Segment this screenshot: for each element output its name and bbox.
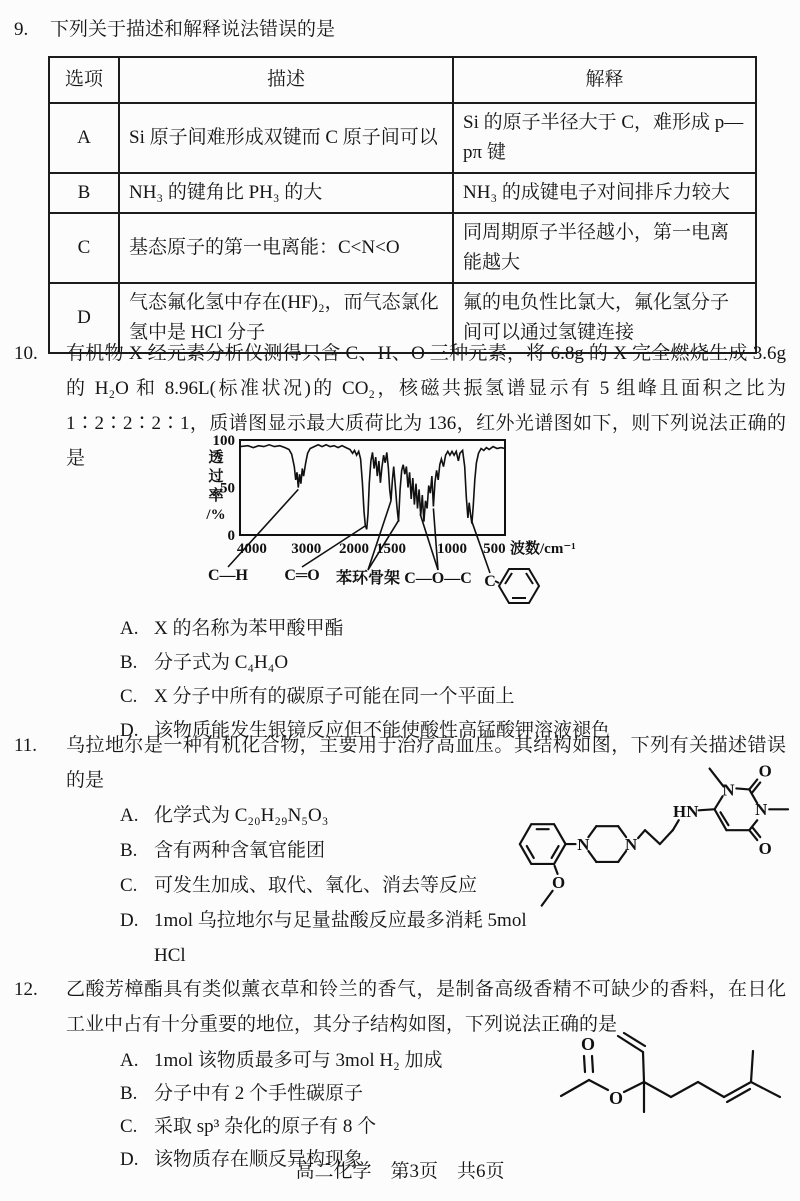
cell-explain: 氟的电负性比氯大，氟化氢分子间可以通过氢键连接: [453, 283, 756, 353]
atom-label-N: N: [624, 835, 638, 855]
chart-text: C═O: [284, 567, 320, 584]
chart-text: 100: [212, 433, 235, 449]
option-text: 1mol 该物质最多可与 3mol H₂ 加成: [154, 1050, 443, 1071]
ir-spectrum-chart: [198, 432, 618, 612]
table-row: [49, 213, 756, 283]
chart-text: C: [484, 573, 496, 590]
question-number: 12.: [14, 979, 38, 1000]
question-number: 10.: [14, 343, 38, 364]
chart-text: 2000: [338, 541, 369, 557]
option-text: 分子式为 C₄H₄O: [154, 652, 289, 673]
chart-text: 波数/cm⁻¹: [510, 541, 576, 557]
cell-desc: 气态氟化氢中存在(HF)₂，而气态氯化氢中是 HCl 分子: [119, 283, 453, 353]
option-text: 分子中有 2 个手性碳原子: [154, 1083, 364, 1104]
option-text: 化学式为 C₂₀H₂₉N₅O₃: [154, 805, 329, 826]
cell-desc: 基态原子的第一电离能：C<N<O: [119, 213, 453, 283]
option-text: X 的名称为苯甲酸甲酯: [154, 618, 344, 639]
question-10: [0, 336, 800, 748]
chart-text: /%: [206, 507, 226, 523]
urapidil-structure: [496, 754, 794, 954]
chart-text: 3000: [291, 541, 322, 557]
cell-desc: NH₃ 的键角比 PH₃ 的大: [119, 173, 453, 213]
page-footer: 高二化学 第3页 共6页: [295, 1161, 505, 1182]
option-key: A.: [120, 1050, 139, 1071]
chart-text: 1000: [437, 541, 467, 557]
option-text: X 分子中所有的碳原子可能在同一个平面上: [154, 686, 515, 707]
option-key: D.: [120, 910, 139, 931]
linalyl-acetate-structure: [538, 1024, 788, 1152]
question-11: [0, 728, 800, 973]
chart-text: 50: [220, 480, 235, 497]
q9-table: [48, 56, 757, 354]
col-header-desc: 描述: [119, 57, 453, 103]
atom-label-N: N: [722, 780, 735, 800]
chart-text: 500: [483, 541, 506, 557]
question-12: [0, 972, 800, 1176]
table-row: [49, 173, 756, 213]
option-text: 采取 sp³ 杂化的原子有 8 个: [154, 1116, 377, 1137]
atom-label-N: N: [577, 835, 590, 855]
question-stem: 乌拉地尔是一种有机化合物，主要用于治疗高血压。其结构如图，下列有关描述错误的是: [66, 735, 786, 791]
option-row: [120, 680, 800, 714]
option-row: [120, 646, 800, 680]
chart-text: 过: [208, 469, 224, 485]
question-stem: 下列关于描述和解释说法错误的是: [50, 19, 336, 40]
atom-label-O: O: [580, 1034, 596, 1054]
option-key: C.: [120, 875, 138, 896]
cell-desc: Si 原子间难形成双键而 C 原子间可以: [119, 103, 453, 173]
option-key: A.: [120, 618, 139, 639]
question-stem: 乙酸芳樟酯具有类似薰衣草和铃兰的香气，是制备高级香精不可缺少的香料，在日化工业中占有十分重要的地位，其分子结构如图，下列说法正确的是: [66, 979, 786, 1035]
cell-option: C: [49, 213, 119, 283]
chart-text: 4000: [236, 541, 267, 557]
col-header-option: 选项: [49, 57, 119, 103]
cell-option: A: [49, 103, 119, 173]
chart-text: 透: [208, 450, 224, 466]
option-key: D.: [120, 720, 139, 741]
question-stem: 有机物 X 经元素分析仪测得只含 C、H、O 三种元素，将 6.8g 的 X 完全燃烧生成 3.6g 的 H₂O 和 8.96L(标准状况)的 CO₂，核磁共振氢谱显示有 5 组峰且面积之比为 1∶2∶2∶2∶1，质谱图显示最大质荷比为 136，红外光谱图如下，则下列说法正确的是: [66, 343, 786, 469]
option-key: C.: [120, 1116, 138, 1137]
cell-option: B: [49, 173, 119, 213]
peak-annotations: [208, 489, 496, 590]
option-text: 该物质能发生银镜反应但不能使酸性高锰酸钾溶液褪色: [154, 720, 611, 741]
option-text: 该物质存在顺反异构现象: [154, 1149, 364, 1170]
chart-text: 率: [208, 488, 224, 504]
cell-explain: Si 的原子半径大于 C，难形成 p—pπ 键: [453, 103, 756, 173]
chart-text: C—H: [208, 567, 248, 584]
option-key: B.: [120, 652, 138, 673]
x-axis-ticks: [237, 539, 576, 557]
atom-label-O: O: [608, 1088, 624, 1108]
option-key: C.: [120, 686, 138, 707]
atom-label-HN: HN: [673, 802, 699, 822]
option-text: 可发生加成、取代、氧化、消去等反应: [154, 875, 478, 896]
question-number: 11.: [14, 735, 38, 756]
chart-text: 1500: [376, 541, 407, 557]
cell-explain: NH₃ 的成键电子对间排斥力较大: [453, 173, 756, 213]
atom-label-O: O: [552, 872, 566, 892]
atom-label-N: N: [755, 800, 768, 820]
option-key: D.: [120, 1149, 139, 1170]
cell-option: D: [49, 283, 119, 353]
question-9: [0, 12, 800, 354]
option-key: B.: [120, 1083, 138, 1104]
option-text: 含有两种含氧官能团: [154, 840, 326, 861]
atom-label-O: O: [758, 761, 772, 781]
benzene-ring-icon: [495, 569, 539, 603]
ir-spectrum-svg: [198, 432, 618, 612]
cell-explain: 同周期原子半径越小，第一电离能越大: [453, 213, 756, 283]
table-row: [49, 103, 756, 173]
chart-text: C—O—C: [404, 570, 472, 587]
chart-text: 苯环骨架: [335, 570, 401, 587]
ir-transmittance-curve: [240, 445, 505, 530]
option-text: 1mol 乌拉地尔与足量盐酸反应最多消耗 5mol HCl: [154, 910, 527, 966]
option-key: B.: [120, 840, 138, 861]
table-header-row: [49, 57, 756, 103]
option-row: [120, 612, 800, 646]
chart-text: 0: [227, 528, 235, 544]
option-key: A.: [120, 805, 139, 826]
question-number: 9.: [14, 19, 29, 40]
atom-label-O: O: [758, 839, 772, 858]
col-header-explain: 解释: [453, 57, 756, 103]
